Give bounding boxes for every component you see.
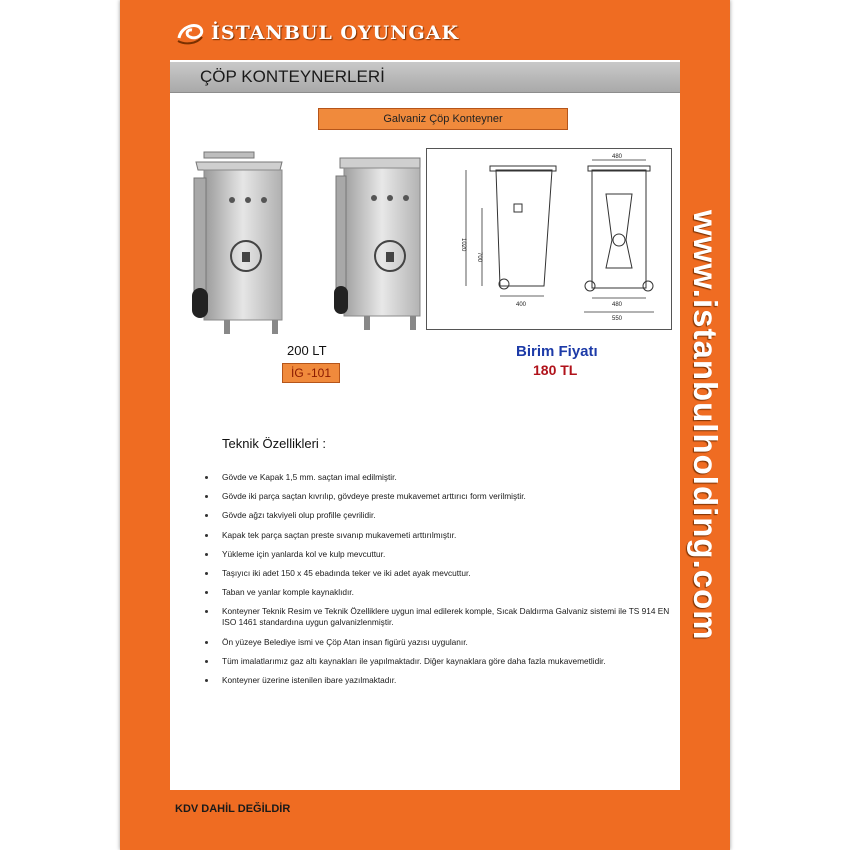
footer-note: KDV DAHİL DEĞİLDİR xyxy=(175,803,291,815)
list-item: Gövde ve Kapak 1,5 mm. saçtan imal edilmiştir. xyxy=(203,472,673,483)
product-code: İG -101 xyxy=(282,363,340,383)
price-value: 180 TL xyxy=(533,362,578,378)
section-title: ÇÖP KONTEYNERLERİ xyxy=(200,67,385,86)
list-item: Ön yüzeye Belediye ismi ve Çöp Atan insan figürü yazısı uygulanır. xyxy=(203,637,673,648)
product-subtitle: Galvaniz Çöp Konteyner xyxy=(318,108,568,130)
footer-bar xyxy=(120,790,730,850)
website-url: www.istanbulholding.com xyxy=(687,209,724,641)
list-item: Gövde iki parça saçtan kıvrılıp, gövdeye preste mukavemet arttırıcı form verilmiştir. xyxy=(203,491,673,502)
brand-name: İSTANBUL OYUNGAK xyxy=(211,22,459,44)
list-item: Tüm imalatlarımız gaz altı kaynakları ile yapılmaktadır. Diğer kaynaklara göre daha fazla mukavemetlidir. xyxy=(203,656,673,667)
specs-title: Teknik Özellikleri : xyxy=(222,436,327,451)
list-item: Kapak tek parça saçtan preste sıvanıp mukavemeti arttırılmıştır. xyxy=(203,530,673,541)
dim-height-total: 1020 xyxy=(460,238,466,252)
list-item: Konteyner Teknik Resim ve Teknik Özelliklere uygun imal edilerek komple, Sıcak Daldırma Galvaniz sistemi ile TS 914 EN ISO 1461 standardına uygun galvanizlenmiştir. xyxy=(203,606,673,628)
swirl-logo-icon xyxy=(175,20,205,46)
dim-height-inner: 700 xyxy=(476,252,482,263)
dim-base-depth: 400 xyxy=(516,302,527,308)
technical-drawing xyxy=(426,148,672,330)
list-item: Taban ve yanlar komple kaynaklıdır. xyxy=(203,587,673,598)
brand-logo xyxy=(175,18,459,48)
dim-base-width: 480 xyxy=(612,302,623,308)
list-item: Konteyner üzerine istenilen ibare yazılmaktadır. xyxy=(203,675,673,686)
specs-list xyxy=(203,472,673,694)
list-item: Gövde ağzı takviyeli olup profille çevrilidir. xyxy=(203,510,673,521)
product-capacity: 200 LT xyxy=(287,343,327,358)
dim-total-width: 550 xyxy=(612,316,623,322)
dim-top-width: 480 xyxy=(612,154,623,160)
list-item: Yükleme için yanlarda kol ve kulp mevcuttur. xyxy=(203,549,673,560)
list-item: Taşıyıcı iki adet 150 x 45 ebadında teker ve iki adet ayak mevcuttur. xyxy=(203,568,673,579)
price-label: Birim Fiyatı xyxy=(516,343,598,360)
bin-side-photo xyxy=(334,150,426,330)
bin-front-photo xyxy=(190,148,286,334)
